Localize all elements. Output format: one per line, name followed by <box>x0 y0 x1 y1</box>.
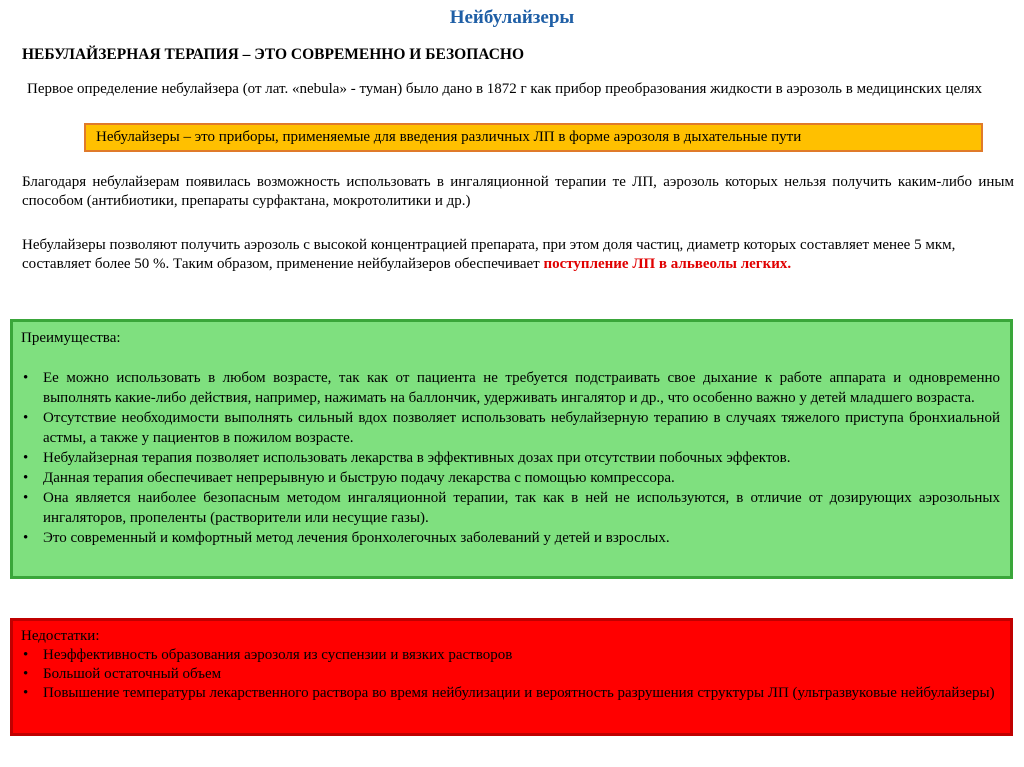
list-item: • Она является наиболее безопасным методом ингаляционной терапии, так как в ней не используются, в отличие от дозирующих аэрозольных ингаляторов, пропеленты (растворители или несущие газы). <box>21 488 1000 528</box>
disadvantages-list <box>21 646 1000 703</box>
list-item: • Большой остаточный объем <box>21 665 1000 684</box>
aerosol-paragraph-text: Небулайзеры позволяют получить аэрозоль с высокой концентрацией препарата, при этом доля частиц, диаметр которых составляет менее 5 мкм, составляет более 50 %. Таким образом, применение нейбулайзеров обеспечивает <box>22 237 956 272</box>
advantages-heading: Преимущества: <box>21 330 121 346</box>
page-title: Нейбулайзеры <box>449 7 575 28</box>
list-item: • Повышение температуры лекарственного раствора во время нейбулизации и вероятность разрушения структуры ЛП (ультразвуковые нейбулайзеры) <box>21 684 1000 703</box>
advantages-box <box>10 319 1013 579</box>
section-subtitle: НЕБУЛАЙЗЕРНАЯ ТЕРАПИЯ – ЭТО СОВРЕМЕННО И БЕЗОПАСНО <box>22 46 525 63</box>
aerosol-paragraph <box>22 236 1014 274</box>
advantages-list <box>21 368 1000 548</box>
list-item: • Это современный и комфортный метод лечения бронхолегочных заболеваний у детей и взрослых. <box>21 528 1000 548</box>
advantages-spacer <box>21 348 1000 368</box>
list-item: • Ее можно использовать в любом возрасте, так как от пациента не требуется подстраивать свое дыхание к работе аппарата и одновременно выполнять какие-либо действия, например, нажимать на баллончик, удерживать ингалятор и др., что особенно важно у детей младшего возраста. <box>21 368 1000 408</box>
list-item: • Небулайзерная терапия позволяет использовать лекарства в эффективных дозах при отсутствии побочных эффектов. <box>21 448 1000 468</box>
usage-paragraph: Благодаря небулайзерам появилась возможность использовать в ингаляционной терапии те ЛП, аэрозоль которых нельзя получить каким-либо иным способом (антибиотики, препараты сурфактана, мокротолитики и др.) <box>22 174 1014 209</box>
list-item: • Неэффективность образования аэрозоля из суспензии и вязких растворов <box>21 646 1000 665</box>
list-item: • Отсутствие необходимости выполнять сильный вдох позволяет использовать небулайзерную терапию в случаях тяжелого приступа бронхиальной астмы, а также у пациентов в пожилом возрасте. <box>21 408 1000 448</box>
disadvantages-heading: Недостатки: <box>21 628 100 644</box>
aerosol-highlight: поступление ЛП в альвеолы легких. <box>543 256 792 272</box>
list-item: • Данная терапия обеспечивает непрерывную и быструю подачу лекарства с помощью компрессора. <box>21 468 1000 488</box>
disadvantages-box <box>10 618 1013 736</box>
definition-box: Небулайзеры – это приборы, применяемые для введения различных ЛП в форме аэрозоля в дыхательные пути <box>84 123 983 152</box>
intro-paragraph: Первое определение небулайзера (от лат. «nebula» - туман) было дано в 1872 г как прибор преобразования жидкости в аэрозоль в медицинских целях <box>27 81 983 97</box>
